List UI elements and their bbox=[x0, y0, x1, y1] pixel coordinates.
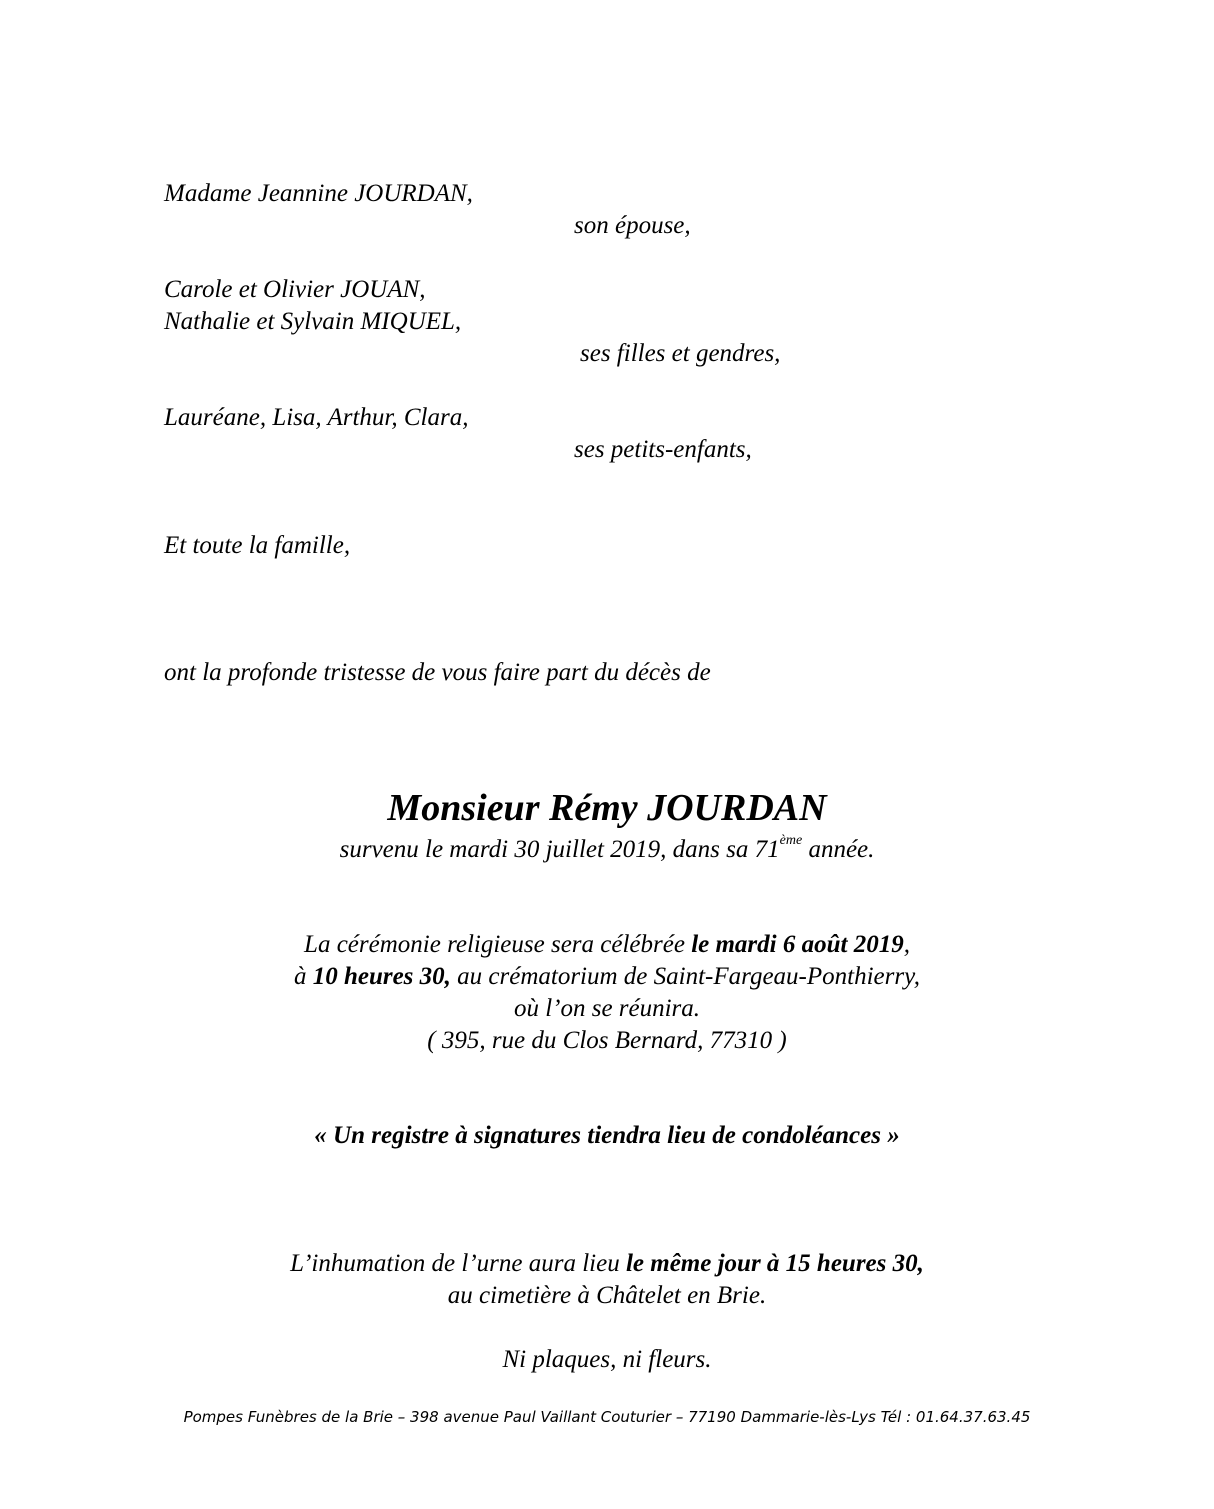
registry-notice bbox=[0, 1120, 1214, 1152]
children-line-1: Carole et Olivier JOUAN, bbox=[164, 276, 426, 303]
grandchildren-names: Lauréane, Lisa, Arthur, Clara, bbox=[164, 404, 469, 431]
registry-notice-text: « Un registre à signatures tiendra lieu de condoléances » bbox=[314, 1122, 900, 1149]
ceremony-intro: La cérémonie religieuse sera célébrée bbox=[304, 931, 692, 958]
announcement-text: ont la profonde tristesse de vous faire part du décès de bbox=[164, 659, 711, 686]
spouse-relation: son épouse, bbox=[574, 212, 691, 239]
children-relation: ses filles et gendres, bbox=[580, 340, 781, 367]
funeral-home-footer: Pompes Funèbres de la Brie – 398 avenue Paul Vaillant Couturier – 77190 Dammarie-lès-Lys Tél : 01.64.37.63.45 bbox=[183, 1408, 1031, 1426]
burial-time: le même jour à 15 heures 30, bbox=[625, 1250, 924, 1277]
grandchildren-relation: ses petits-enfants, bbox=[574, 436, 752, 463]
ceremony-date: le mardi 6 août 2019 bbox=[691, 931, 904, 958]
spouse-name: Madame Jeannine JOURDAN, bbox=[164, 180, 473, 207]
ceremony-time: 10 heures 30, bbox=[312, 963, 451, 990]
ceremony-address: ( 395, rue du Clos Bernard, 77310 ) bbox=[427, 1027, 787, 1054]
ceremony-venue: au crématorium de Saint-Fargeau-Ponthierry, bbox=[450, 963, 921, 990]
ordinal-suffix: ème bbox=[779, 832, 803, 848]
death-date-line bbox=[0, 834, 1214, 866]
no-flowers-notice: Ni plaques, ni fleurs. bbox=[502, 1346, 712, 1373]
death-date-end: année. bbox=[802, 836, 875, 863]
children-line-2: Nathalie et Sylvain MIQUEL, bbox=[164, 308, 462, 335]
deceased-name: Monsieur Rémy JOURDAN bbox=[387, 787, 827, 829]
burial-intro: L’inhumation de l’urne aura lieu bbox=[290, 1250, 626, 1277]
death-date-text: survenu le mardi 30 juillet 2019, dans sa 71 bbox=[339, 836, 780, 863]
whole-family: Et toute la famille, bbox=[164, 532, 351, 559]
ceremony-meeting: où l’on se réunira. bbox=[513, 995, 701, 1022]
burial-line-1 bbox=[0, 1248, 1214, 1280]
ceremony-at: à bbox=[293, 963, 313, 990]
ceremony-line-2 bbox=[0, 961, 1214, 993]
burial-location: au cimetière à Châtelet en Brie. bbox=[447, 1282, 767, 1309]
ceremony-line-1 bbox=[0, 929, 1214, 961]
ceremony-comma: , bbox=[903, 931, 910, 958]
